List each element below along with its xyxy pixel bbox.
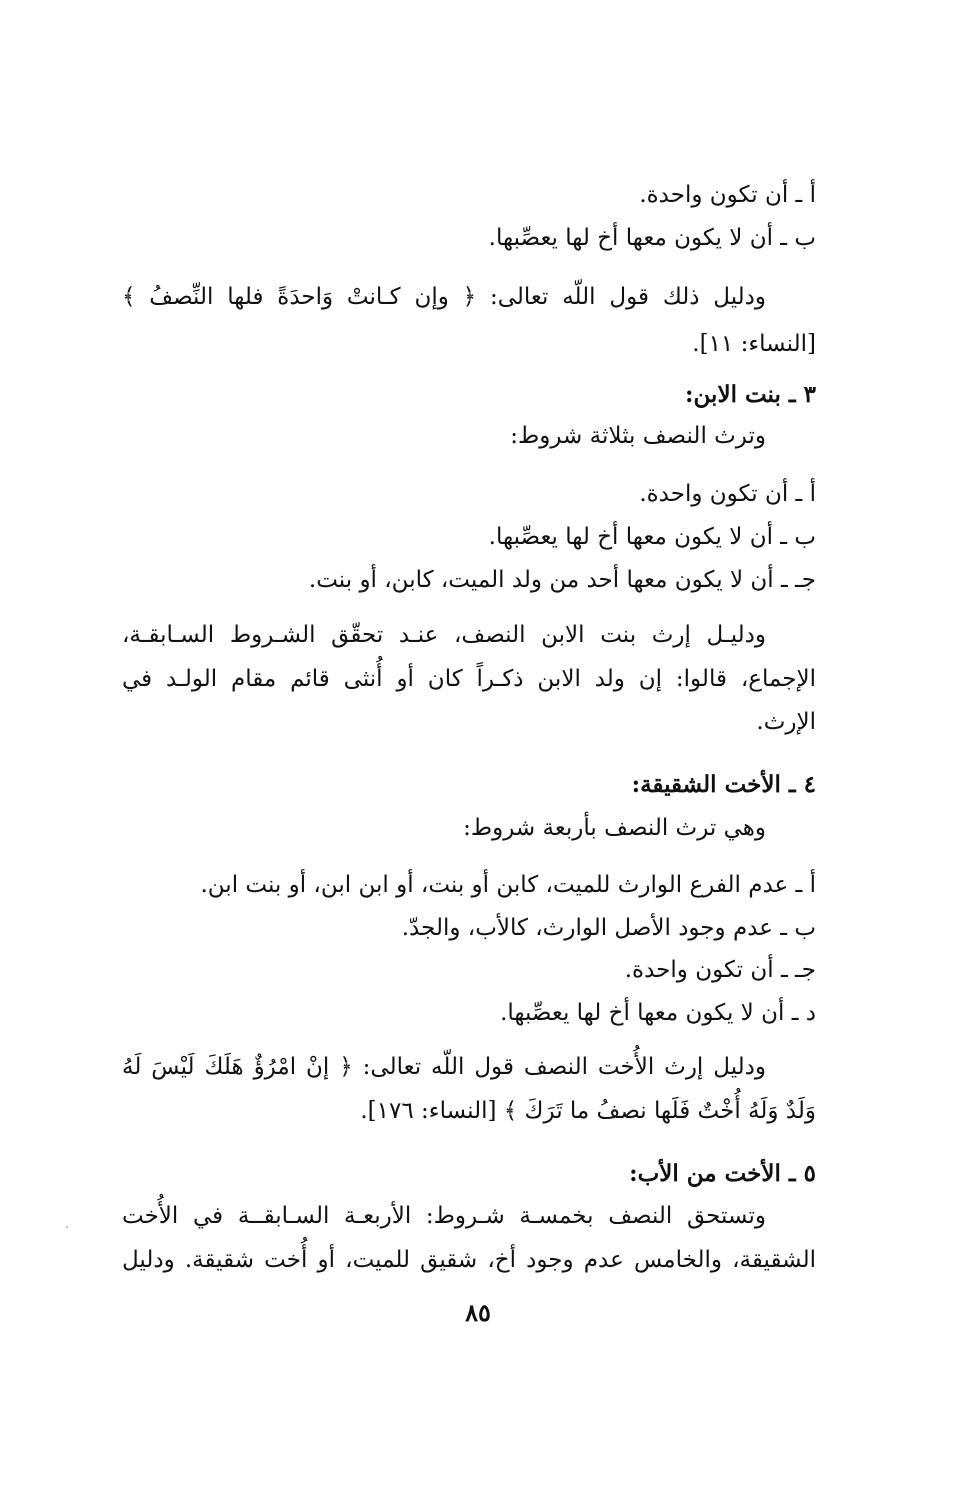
condition-c-line: جـ ـ أن تكون واحدة.	[624, 957, 816, 983]
evidence-paragraph-line: الإجماع، قالوا: إن ولد الابن ذكـراً كان أو أُنثى قائم مقام الولـد في	[122, 666, 816, 692]
condition-a-line: أ ـ أن تكون واحدة.	[639, 481, 816, 507]
evidence-paragraph-line: ودليل إرث الأُخت النصف قول اللّه تعالى: ﴿ إنْ امْرُؤٌ هَلَكَ لَيْسَ لَهُ	[122, 1054, 766, 1080]
condition-b-line: ب ـ أن لا يكون معها أخ لها يعصِّبها.	[488, 225, 816, 251]
evidence-paragraph-line: ودليـل إرث بنت الابن النصف، عنـد تحقّق الشـروط السـابقـة،	[122, 622, 766, 648]
condition-b-line: ب ـ أن لا يكون معها أخ لها يعصِّبها.	[488, 524, 816, 550]
condition-d-line: د ـ أن لا يكون معها أخ لها يعصِّبها.	[500, 1000, 816, 1026]
page-number: ٨٥	[465, 1298, 491, 1327]
section-heading-son-daughter: ٣ ـ بنت الابن:	[685, 381, 816, 408]
condition-b-line: ب ـ عدم وجود الأصل الوارث، كالأب، والجدّ.	[401, 915, 816, 941]
condition-a-line: أ ـ أن تكون واحدة.	[639, 182, 816, 208]
condition-a-line: أ ـ عدم الفرع الوارث للميت، كابن أو بنت، أو ابن ابن، أو بنت ابن.	[200, 872, 816, 898]
verse-reference: [النساء: ١١].	[692, 331, 816, 357]
scan-speck	[66, 1226, 68, 1228]
evidence-paragraph-line: الإرث.	[756, 709, 816, 735]
conditions-intro: وترث النصف بثلاثة شروط:	[510, 423, 766, 449]
conditions-paragraph-line: وتستحق النصف بخمسـة شـروط: الأربعـة السـابقــة في الأُخت	[122, 1203, 766, 1229]
conditions-intro: وهي ترث النصف بأربعة شروط:	[463, 815, 766, 841]
evidence-line: ودليل ذلك قول اللّه تعالى: ﴿ وإن كـانتْ وَاحدَةً فلها النِّصفُ ﴾	[122, 284, 766, 310]
section-heading-paternal-sister: ٥ ـ الأخت من الأب:	[629, 1160, 816, 1187]
condition-c-line: جـ ـ أن لا يكون معها أحد من ولد الميت، كابن، أو بنت.	[308, 567, 816, 593]
section-heading-full-sister: ٤ ـ الأخت الشقيقة:	[631, 771, 816, 798]
conditions-paragraph-line: الشقيقة، والخامس عدم وجود أخ، شقيق للميت، أو أُخت شقيقة. ودليل	[122, 1247, 816, 1273]
evidence-paragraph-line: وَلَدٌ وَلَهُ أُخْتٌ فَلَها نصفُ ما تَرَكَ ﴾ [النساء: ١٧٦].	[360, 1098, 816, 1124]
